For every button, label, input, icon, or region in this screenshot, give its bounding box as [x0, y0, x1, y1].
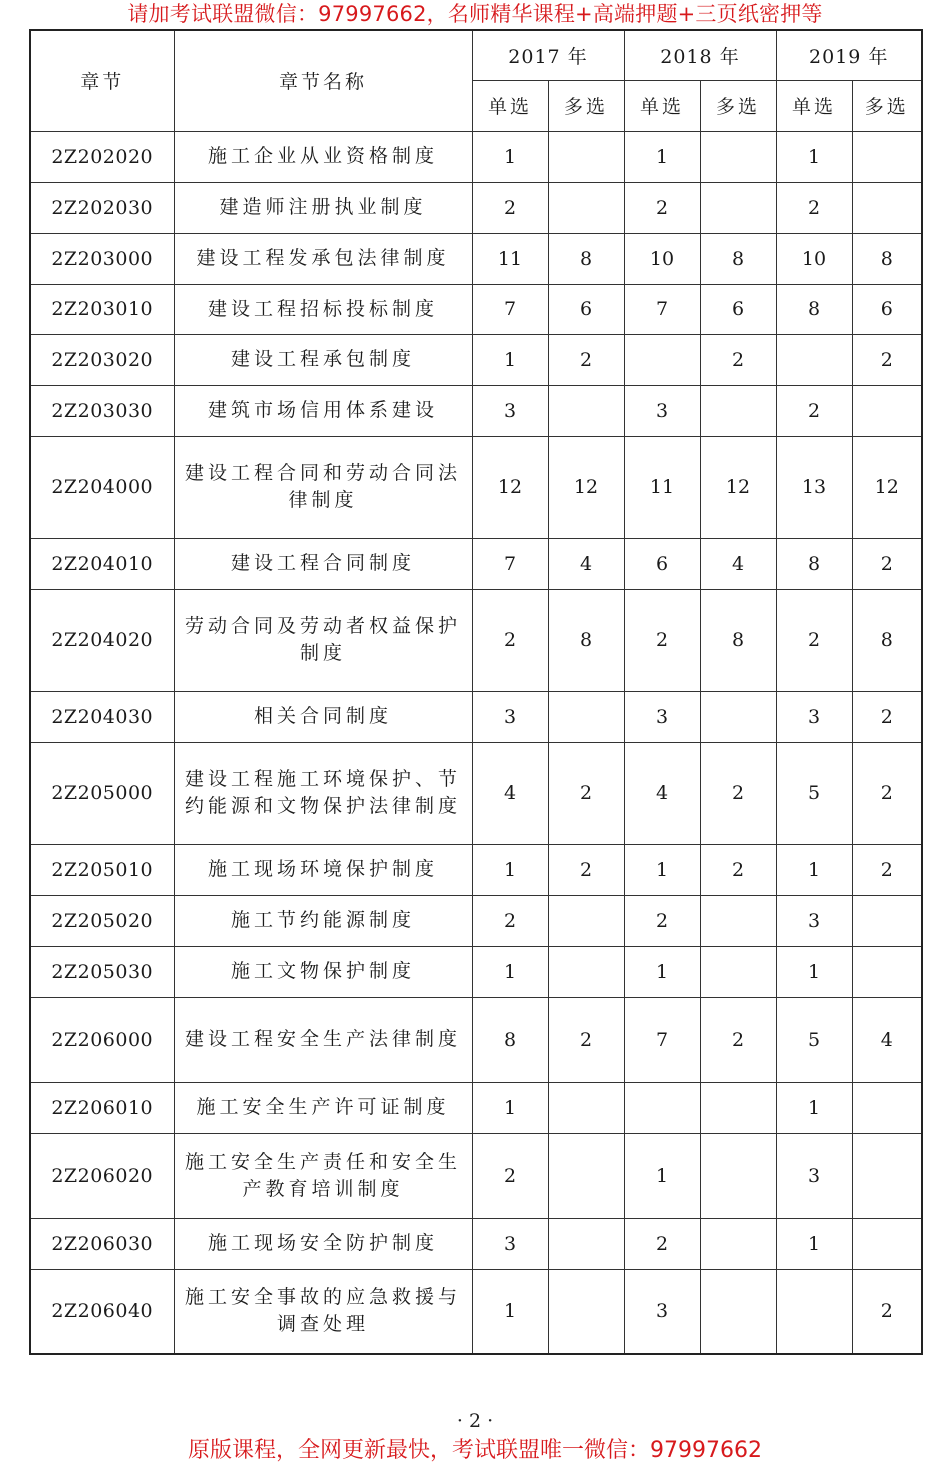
count-cell-single-2018: 3 — [624, 691, 700, 742]
table-row — [30, 742, 922, 844]
count-cell-multi-2019: 6 — [852, 284, 922, 334]
count-cell-single-2019: 1 — [776, 946, 852, 997]
count-cell-single-2017: 2 — [472, 182, 548, 233]
count-cell-multi-2017 — [548, 182, 624, 233]
table-row — [30, 538, 922, 589]
chapter-name-cell: 劳动合同及劳动者权益保护制度 — [174, 589, 472, 691]
header-single-2017: 单选 — [472, 80, 548, 131]
chapter-name-cell: 施工企业从业资格制度 — [174, 131, 472, 182]
count-cell-single-2018: 3 — [624, 385, 700, 436]
count-cell-single-2017: 3 — [472, 691, 548, 742]
watermark-banner-bottom: 原版课程，全网更新最快，考试联盟唯一微信：97997662 — [188, 1438, 762, 1463]
header-chapter: 章节 — [30, 30, 174, 131]
chapter-code-cell: 2Z203000 — [30, 233, 174, 284]
count-cell-single-2019: 3 — [776, 1133, 852, 1218]
chapter-code-cell: 2Z203020 — [30, 334, 174, 385]
chapter-name-cell: 施工安全生产许可证制度 — [174, 1082, 472, 1133]
count-cell-multi-2018 — [700, 1218, 776, 1269]
count-cell-multi-2017: 6 — [548, 284, 624, 334]
count-cell-multi-2019: 2 — [852, 538, 922, 589]
count-cell-multi-2019: 4 — [852, 997, 922, 1082]
count-cell-multi-2019 — [852, 1082, 922, 1133]
count-cell-multi-2017 — [548, 1218, 624, 1269]
count-cell-single-2018: 11 — [624, 436, 700, 538]
count-cell-multi-2018: 2 — [700, 742, 776, 844]
chapter-name-cell: 施工文物保护制度 — [174, 946, 472, 997]
chapter-code-cell: 2Z202020 — [30, 131, 174, 182]
count-cell-multi-2018 — [700, 895, 776, 946]
table-row — [30, 691, 922, 742]
count-cell-multi-2018 — [700, 182, 776, 233]
count-cell-multi-2019 — [852, 1133, 922, 1218]
chapter-name-cell: 相关合同制度 — [174, 691, 472, 742]
table-row — [30, 1133, 922, 1218]
header-multi-2017: 多选 — [548, 80, 624, 131]
count-cell-single-2019: 1 — [776, 131, 852, 182]
count-cell-single-2019 — [776, 1269, 852, 1354]
count-cell-single-2019: 2 — [776, 589, 852, 691]
count-cell-multi-2018: 2 — [700, 997, 776, 1082]
count-cell-single-2017: 7 — [472, 538, 548, 589]
chapter-code-cell: 2Z206020 — [30, 1133, 174, 1218]
count-cell-single-2017: 2 — [472, 589, 548, 691]
count-cell-multi-2017: 2 — [548, 334, 624, 385]
chapter-code-cell: 2Z204010 — [30, 538, 174, 589]
count-cell-multi-2017: 4 — [548, 538, 624, 589]
count-cell-multi-2018: 4 — [700, 538, 776, 589]
count-cell-single-2017: 1 — [472, 131, 548, 182]
count-cell-multi-2017 — [548, 895, 624, 946]
chapter-name-cell: 建设工程施工环境保护、节约能源和文物保护法律制度 — [174, 742, 472, 844]
chapter-code-cell: 2Z206040 — [30, 1269, 174, 1354]
header-single-2018: 单选 — [624, 80, 700, 131]
table-row — [30, 385, 922, 436]
table-row — [30, 1269, 922, 1354]
count-cell-multi-2019: 2 — [852, 844, 922, 895]
count-cell-single-2017: 8 — [472, 997, 548, 1082]
count-cell-multi-2018 — [700, 131, 776, 182]
count-cell-multi-2019: 2 — [852, 1269, 922, 1354]
chapter-code-cell: 2Z205030 — [30, 946, 174, 997]
count-cell-multi-2017 — [548, 385, 624, 436]
table-row — [30, 895, 922, 946]
count-cell-single-2018: 2 — [624, 589, 700, 691]
count-cell-single-2019: 5 — [776, 742, 852, 844]
chapter-name-cell: 建设工程合同制度 — [174, 538, 472, 589]
count-cell-single-2018: 1 — [624, 844, 700, 895]
count-cell-single-2018: 1 — [624, 1133, 700, 1218]
chapter-code-cell: 2Z205020 — [30, 895, 174, 946]
count-cell-single-2018: 10 — [624, 233, 700, 284]
table-row — [30, 589, 922, 691]
header-single-2019: 单选 — [776, 80, 852, 131]
count-cell-single-2018: 6 — [624, 538, 700, 589]
chapter-code-cell: 2Z206030 — [30, 1218, 174, 1269]
count-cell-single-2019: 5 — [776, 997, 852, 1082]
count-cell-multi-2017 — [548, 1133, 624, 1218]
chapter-code-cell: 2Z204000 — [30, 436, 174, 538]
chapter-name-cell: 施工安全生产责任和安全生产教育培训制度 — [174, 1133, 472, 1218]
count-cell-single-2017: 1 — [472, 844, 548, 895]
count-cell-single-2018: 2 — [624, 895, 700, 946]
count-cell-multi-2017 — [548, 691, 624, 742]
count-cell-multi-2018: 8 — [700, 589, 776, 691]
count-cell-multi-2017: 2 — [548, 742, 624, 844]
chapter-code-cell: 2Z203010 — [30, 284, 174, 334]
count-cell-multi-2017 — [548, 1269, 624, 1354]
count-cell-multi-2019 — [852, 182, 922, 233]
count-cell-multi-2019 — [852, 946, 922, 997]
table-row — [30, 946, 922, 997]
count-cell-multi-2018: 6 — [700, 284, 776, 334]
table-row — [30, 844, 922, 895]
count-cell-single-2017: 4 — [472, 742, 548, 844]
table-row — [30, 1218, 922, 1269]
table-row — [30, 284, 922, 334]
count-cell-single-2018: 1 — [624, 131, 700, 182]
table-row — [30, 436, 922, 538]
chapter-code-cell: 2Z206000 — [30, 997, 174, 1082]
count-cell-single-2019: 1 — [776, 1082, 852, 1133]
count-cell-single-2017: 2 — [472, 1133, 548, 1218]
count-cell-multi-2018 — [700, 1133, 776, 1218]
count-cell-multi-2018: 12 — [700, 436, 776, 538]
count-cell-single-2018: 1 — [624, 946, 700, 997]
table-row — [30, 334, 922, 385]
count-cell-single-2018: 2 — [624, 1218, 700, 1269]
table-row — [30, 233, 922, 284]
count-cell-single-2017: 7 — [472, 284, 548, 334]
count-cell-multi-2019: 8 — [852, 589, 922, 691]
count-cell-multi-2017: 2 — [548, 997, 624, 1082]
count-cell-multi-2019: 2 — [852, 691, 922, 742]
count-cell-multi-2018 — [700, 1269, 776, 1354]
count-cell-single-2019: 8 — [776, 284, 852, 334]
count-cell-single-2019: 3 — [776, 895, 852, 946]
count-cell-multi-2017 — [548, 131, 624, 182]
chapter-name-cell: 施工现场环境保护制度 — [174, 844, 472, 895]
chapter-name-cell: 施工现场安全防护制度 — [174, 1218, 472, 1269]
count-cell-multi-2017: 8 — [548, 233, 624, 284]
count-cell-single-2018: 7 — [624, 284, 700, 334]
count-cell-single-2019: 13 — [776, 436, 852, 538]
count-cell-multi-2019 — [852, 1218, 922, 1269]
count-cell-single-2017: 1 — [472, 334, 548, 385]
count-cell-single-2019: 2 — [776, 182, 852, 233]
count-cell-single-2019: 3 — [776, 691, 852, 742]
count-cell-multi-2019 — [852, 385, 922, 436]
chapter-name-cell: 建设工程发承包法律制度 — [174, 233, 472, 284]
count-cell-multi-2019: 2 — [852, 742, 922, 844]
count-cell-single-2018: 4 — [624, 742, 700, 844]
count-cell-single-2019: 10 — [776, 233, 852, 284]
count-cell-multi-2019 — [852, 895, 922, 946]
chapter-code-cell: 2Z204020 — [30, 589, 174, 691]
chapter-code-cell: 2Z203030 — [30, 385, 174, 436]
chapter-code-cell: 2Z205010 — [30, 844, 174, 895]
table-row — [30, 131, 922, 182]
table-row — [30, 997, 922, 1082]
chapter-name-cell: 施工安全事故的应急救援与调查处理 — [174, 1269, 472, 1354]
chapter-name-cell: 建设工程招标投标制度 — [174, 284, 472, 334]
chapter-name-cell: 建造师注册执业制度 — [174, 182, 472, 233]
count-cell-single-2017: 11 — [472, 233, 548, 284]
table-row — [30, 1082, 922, 1133]
count-cell-multi-2018: 8 — [700, 233, 776, 284]
chapter-code-cell: 2Z205000 — [30, 742, 174, 844]
count-cell-multi-2018 — [700, 385, 776, 436]
count-cell-single-2018: 7 — [624, 997, 700, 1082]
count-cell-multi-2019: 12 — [852, 436, 922, 538]
chapter-name-cell: 建设工程安全生产法律制度 — [174, 997, 472, 1082]
chapter-name-cell: 建设工程承包制度 — [174, 334, 472, 385]
count-cell-multi-2017 — [548, 1082, 624, 1133]
table-row — [30, 182, 922, 233]
count-cell-multi-2017: 12 — [548, 436, 624, 538]
count-cell-single-2018: 3 — [624, 1269, 700, 1354]
chapter-name-cell: 建设工程合同和劳动合同法律制度 — [174, 436, 472, 538]
chapter-name-cell: 施工节约能源制度 — [174, 895, 472, 946]
count-cell-multi-2018 — [700, 691, 776, 742]
count-cell-single-2019: 8 — [776, 538, 852, 589]
count-cell-multi-2019: 8 — [852, 233, 922, 284]
count-cell-single-2019: 1 — [776, 844, 852, 895]
count-cell-single-2017: 1 — [472, 1082, 548, 1133]
header-chapter-name: 章节名称 — [174, 30, 472, 131]
count-cell-single-2017: 2 — [472, 895, 548, 946]
count-cell-single-2018 — [624, 334, 700, 385]
chapter-code-cell: 2Z206010 — [30, 1082, 174, 1133]
count-cell-multi-2017: 2 — [548, 844, 624, 895]
table-body — [30, 131, 922, 1354]
header-multi-2019: 多选 — [852, 80, 922, 131]
count-cell-single-2017: 3 — [472, 385, 548, 436]
count-cell-single-2017: 12 — [472, 436, 548, 538]
count-cell-single-2019: 1 — [776, 1218, 852, 1269]
count-cell-single-2017: 3 — [472, 1218, 548, 1269]
count-cell-single-2017: 1 — [472, 946, 548, 997]
chapter-name-cell: 建筑市场信用体系建设 — [174, 385, 472, 436]
count-cell-multi-2018 — [700, 1082, 776, 1133]
count-cell-single-2018: 2 — [624, 182, 700, 233]
count-cell-single-2019: 2 — [776, 385, 852, 436]
header-multi-2018: 多选 — [700, 80, 776, 131]
header-year-2017: 2017 年 — [472, 30, 624, 80]
chapter-code-cell: 2Z202030 — [30, 182, 174, 233]
count-cell-multi-2019: 2 — [852, 334, 922, 385]
header-year-2018: 2018 年 — [624, 30, 776, 80]
count-cell-single-2017: 1 — [472, 1269, 548, 1354]
chapter-code-cell: 2Z204030 — [30, 691, 174, 742]
count-cell-single-2018 — [624, 1082, 700, 1133]
count-cell-multi-2017: 8 — [548, 589, 624, 691]
page-number: · 2 · — [456, 1410, 494, 1432]
count-cell-multi-2017 — [548, 946, 624, 997]
count-cell-multi-2018: 2 — [700, 334, 776, 385]
count-cell-multi-2019 — [852, 131, 922, 182]
count-cell-single-2019 — [776, 334, 852, 385]
exam-statistics-table — [29, 29, 923, 1355]
count-cell-multi-2018 — [700, 946, 776, 997]
count-cell-multi-2018: 2 — [700, 844, 776, 895]
watermark-banner-top: 请加考试联盟微信：97997662，名师精华课程+高端押题+三页纸密押等 — [127, 2, 823, 26]
header-year-2019: 2019 年 — [776, 30, 922, 80]
